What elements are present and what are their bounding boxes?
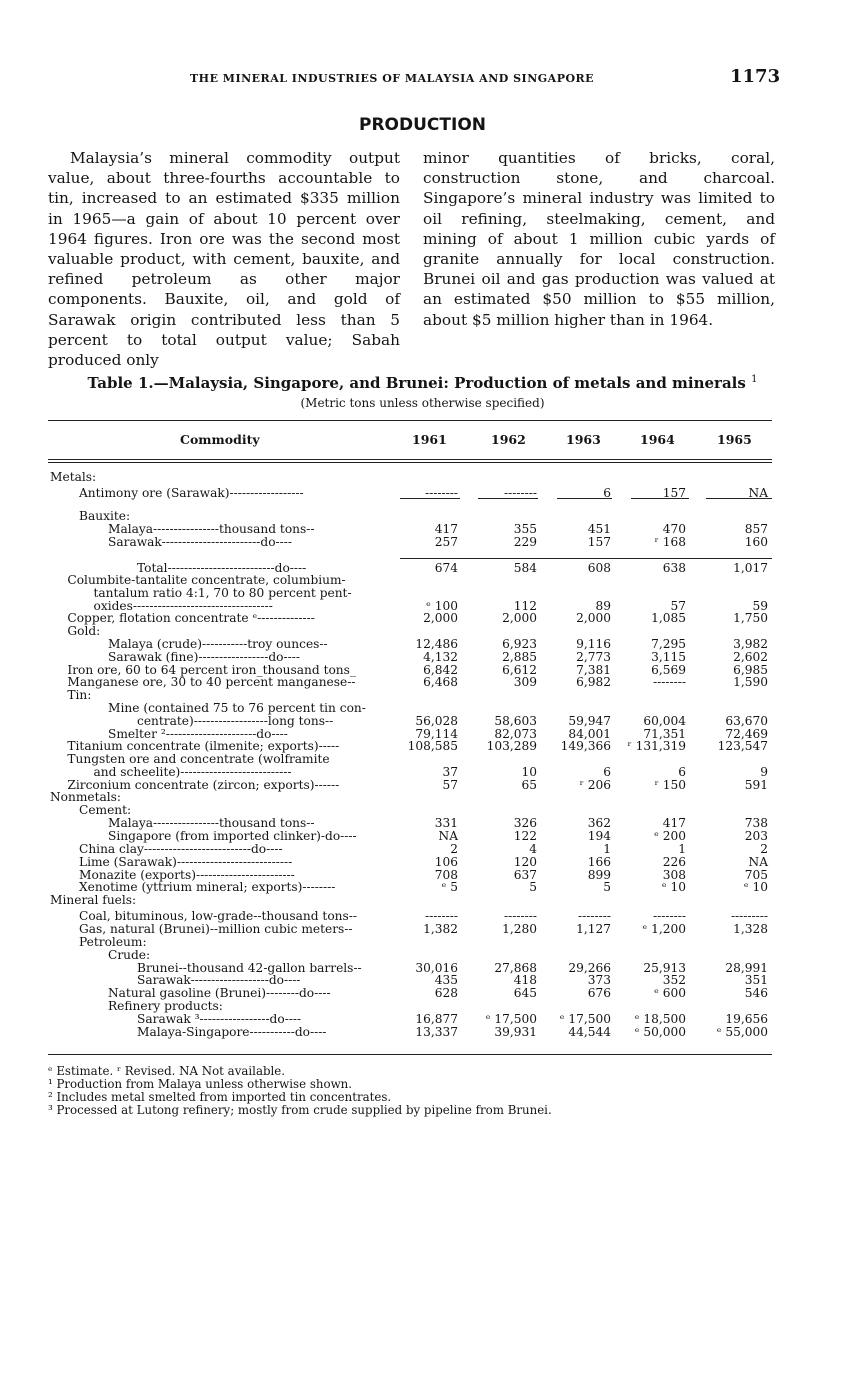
cell-1963: 157	[587, 535, 611, 549]
cell-1961: 79,114	[415, 727, 458, 741]
row-label: Sarawak (fine)-----------------do----	[108, 650, 300, 664]
cell-1964: 308	[662, 868, 686, 882]
row-label: Mine (contained 75 to 76 percent tin con-	[108, 701, 366, 715]
cell-1962: 229	[513, 535, 537, 549]
row-label: Sarawak------------------------do----	[108, 535, 293, 549]
cell-1965: 28,991	[725, 961, 768, 975]
cell-1963: 59,947	[568, 714, 611, 728]
cell-1965: 546	[744, 986, 768, 1000]
table-title-text: Table 1.—Malaysia, Singapore, and Brunei: Production of metals and minerals	[87, 374, 746, 392]
row-label: Singapore (from imported clinker)-do----	[108, 829, 357, 843]
cell-1965: 63,670	[725, 714, 768, 728]
footnote: ³ Processed at Lutong refinery; mostly from crude supplied by pipeline from Brunei.	[48, 1103, 552, 1117]
row-label: Sarawak-------------------do----	[137, 973, 301, 987]
cell-1962: 584	[513, 561, 537, 575]
cell-1962: 10	[521, 765, 537, 779]
cell-1964: ʳ 168	[654, 535, 686, 549]
cell-1963: 676	[587, 986, 611, 1000]
cell-1963: ᵉ 17,500	[559, 1012, 611, 1026]
cell-1961: 2	[450, 842, 458, 856]
cell-1964: 71,351	[643, 727, 686, 741]
cell-1962: 120	[513, 855, 537, 869]
cell-1961: 30,016	[415, 961, 458, 975]
cell-1964: 6	[678, 765, 686, 779]
cell-1964: 57	[670, 599, 686, 613]
row-label: Manganese ore, 30 to 40 percent manganese--	[67, 675, 356, 689]
cell-1962: 6,923	[502, 637, 537, 651]
row-label: Columbite-tantalite concentrate, columbium-	[67, 573, 346, 587]
cell-1962: 309	[513, 675, 537, 689]
row-label: Total--------------------------do----	[137, 561, 307, 575]
row-label: Iron ore, 60 to 64 percent iron_thousand tons_	[67, 663, 357, 677]
cell-1963: 44,544	[568, 1025, 611, 1039]
cell-1961: 12,486	[415, 637, 458, 651]
cell-1962: --------	[504, 909, 537, 923]
cell-1964: --------	[653, 909, 686, 923]
cell-1961: 257	[434, 535, 458, 549]
cell-1965: 738	[744, 816, 768, 830]
footnote: ¹ Production from Malaya unless otherwise shown.	[48, 1077, 353, 1091]
header-1965: 1965	[717, 432, 752, 447]
row-label: Malaya----------------thousand tons--	[108, 816, 315, 830]
cell-1961: 16,877	[415, 1012, 458, 1026]
cell-1961: 57	[442, 778, 458, 792]
header-1963: 1963	[566, 432, 601, 447]
row-label: Coal, bituminous, low-grade--thousand tons--	[79, 909, 357, 923]
cell-1962: --------	[504, 486, 537, 500]
table-top-rule	[48, 420, 772, 421]
cell-1965: 203	[744, 829, 768, 843]
cell-1961: 1,382	[423, 922, 458, 936]
cell-1961: 6,842	[423, 663, 458, 677]
cell-1965: 705	[744, 868, 768, 882]
cell-1962: 326	[513, 816, 537, 830]
footnote: ᵉ Estimate. ʳ Revised. NA Not available.	[48, 1064, 286, 1078]
row-label: Xenotime (yttrium mineral; exports)--------	[79, 880, 336, 894]
cell-1965: 857	[744, 522, 768, 536]
cell-1962: 58,603	[494, 714, 537, 728]
cell-1964: 7,295	[651, 637, 686, 651]
cell-1962: 1,280	[502, 922, 537, 936]
row-label: Malaya-Singapore-----------do----	[137, 1025, 327, 1039]
cell-1961: 708	[434, 868, 458, 882]
cell-1963: 1,127	[576, 922, 611, 936]
cell-1961: 331	[434, 816, 458, 830]
cell-1961: 13,337	[415, 1025, 458, 1039]
row-label: Tin:	[67, 688, 92, 702]
cell-1965: 59	[752, 599, 768, 613]
cell-1964: 60,004	[643, 714, 686, 728]
cell-1961: --------	[425, 909, 458, 923]
row-label: Brunei--thousand 42-gallon barrels--	[137, 961, 362, 975]
cell-1964: 638	[662, 561, 686, 575]
row-label: Malaya----------------thousand tons--	[108, 522, 315, 536]
cell-1965: NA	[748, 486, 768, 500]
cell-1963: 362	[587, 816, 611, 830]
cell-1964: ʳ 131,319	[627, 739, 686, 753]
cell-1964: 157	[662, 486, 686, 500]
cell-1965: 351	[744, 973, 768, 987]
cell-1961: --------	[425, 486, 458, 500]
table-title-footnote-mark: 1	[751, 374, 758, 385]
cell-1964: 470	[662, 522, 686, 536]
sum-rule	[557, 498, 612, 499]
cell-1965: 1,590	[733, 675, 768, 689]
cell-1961: 674	[434, 561, 458, 575]
cell-1964: ᵉ 200	[654, 829, 686, 843]
cell-1963: 9,116	[576, 637, 611, 651]
cell-1963: 7,381	[576, 663, 611, 677]
cell-1964: 352	[662, 973, 686, 987]
row-label: Copper, flotation concentrate ᵉ--------------	[67, 611, 315, 625]
row-label: Sarawak ³-----------------do----	[137, 1012, 302, 1026]
cell-1961: 628	[434, 986, 458, 1000]
cell-1963: 2,000	[576, 611, 611, 625]
cell-1964: 417	[662, 816, 686, 830]
cell-1962: 112	[513, 599, 537, 613]
cell-1963: 6	[603, 486, 611, 500]
table-row	[0, 676, 845, 689]
row-label: Cement:	[79, 803, 132, 817]
cell-1965: NA	[748, 855, 768, 869]
row-label: Nonmetals:	[50, 790, 122, 804]
row-label: Refinery products:	[108, 999, 223, 1013]
row-label: Bauxite:	[79, 509, 131, 523]
cell-1963: 6	[603, 765, 611, 779]
body-paragraph-left: Malaysia’s mineral commodity output value, about three-fourths accountable to tin, increased to an estimated $335 million in 1965—a gain of about 10 percent over 1964 figures. Iron ore was the second most valuable product, with cement, bauxite, and refined petroleum as other major components. Bauxite, oil, and gold of Sarawak origin contributed less than 5 percent to total output value; Sabah produced only	[48, 149, 400, 370]
row-label: Crude:	[108, 948, 151, 962]
cell-1962: 2,885	[502, 650, 537, 664]
table-row	[0, 471, 845, 484]
table-header-rule-1	[48, 459, 772, 460]
cell-1965: 591	[744, 778, 768, 792]
row-label: tantalum ratio 4:1, 70 to 80 percent pent-	[93, 586, 352, 600]
footnote: ² Includes metal smelted from imported tin concentrates.	[48, 1090, 392, 1104]
cell-1962: 6,612	[502, 663, 537, 677]
cell-1963: 1	[603, 842, 611, 856]
total-rule	[400, 558, 772, 559]
table-title	[0, 374, 845, 392]
cell-1965: 1,750	[733, 611, 768, 625]
cell-1961: 4,132	[423, 650, 458, 664]
cell-1964: 6,569	[651, 663, 686, 677]
table-subtitle: (Metric tons unless otherwise specified)	[300, 396, 545, 410]
row-label: Mineral fuels:	[50, 893, 137, 907]
cell-1965: 9	[760, 765, 768, 779]
cell-1963: 2,773	[576, 650, 611, 664]
cell-1961: 435	[434, 973, 458, 987]
cell-1963: 6,982	[576, 675, 611, 689]
cell-1961: 108,585	[407, 739, 458, 753]
row-label: oxides----------------------------------	[93, 599, 273, 613]
cell-1961: 37	[442, 765, 458, 779]
cell-1965: ᵉ 55,000	[716, 1025, 768, 1039]
cell-1962: 2,000	[502, 611, 537, 625]
cell-1962: 103,289	[486, 739, 537, 753]
row-label: and scheelite)---------------------------	[93, 765, 292, 779]
row-label: Lime (Sarawak)----------------------------	[79, 855, 293, 869]
cell-1962: 5	[529, 880, 537, 894]
cell-1965: 160	[744, 535, 768, 549]
body-paragraph-right: minor quantities of bricks, coral, construction stone, and charcoal. Singapore’s mineral industry was limited to oil refining, steelmaking, cement, and mining of about 1 million cubic yards of granite annually for local construction. Brunei oil and gas production was valued at an estimated $50 million to $55 million, about $5 million higher than in 1964.	[423, 149, 775, 329]
cell-1963: 899	[587, 868, 611, 882]
header-1961: 1961	[412, 432, 447, 447]
cell-1961: ᵉ 5	[441, 880, 458, 894]
table-bottom-rule	[48, 1054, 772, 1055]
row-label: China clay--------------------------do----	[79, 842, 283, 856]
cell-1962: 122	[513, 829, 537, 843]
row-label: Smelter ²----------------------do----	[108, 727, 288, 741]
cell-1963: 451	[587, 522, 611, 536]
row-label: Monazite (exports)------------------------	[79, 868, 295, 882]
cell-1964: 1,085	[651, 611, 686, 625]
cell-1965: ᵉ 10	[743, 880, 768, 894]
cell-1964: 3,115	[651, 650, 686, 664]
table-header-rule-2	[48, 462, 772, 463]
cell-1962: 418	[513, 973, 537, 987]
cell-1962: 645	[513, 986, 537, 1000]
row-label: Metals:	[50, 470, 97, 484]
sum-rule	[631, 498, 689, 499]
cell-1965: 123,547	[717, 739, 768, 753]
cell-1963: 608	[587, 561, 611, 575]
cell-1964: 25,913	[643, 961, 686, 975]
cell-1965: 72,469	[725, 727, 768, 741]
cell-1962: 27,868	[494, 961, 537, 975]
cell-1963: --------	[578, 909, 611, 923]
row-label: Tungsten ore and concentrate (wolframite	[67, 752, 330, 766]
table-row	[0, 894, 845, 907]
row-label: Malaya (crude)-----------troy ounces--	[108, 637, 328, 651]
cell-1961: 417	[434, 522, 458, 536]
row-label: Titanium concentrate (ilmenite; exports)-----	[67, 739, 340, 753]
cell-1965: 6,985	[733, 663, 768, 677]
cell-1963: 29,266	[568, 961, 611, 975]
cell-1964: ᵉ 1,200	[642, 922, 686, 936]
cell-1963: 373	[587, 973, 611, 987]
cell-1961: ᵉ 100	[426, 599, 458, 613]
cell-1961: 2,000	[423, 611, 458, 625]
cell-1965: 3,982	[733, 637, 768, 651]
cell-1964: --------	[653, 675, 686, 689]
row-label: Gas, natural (Brunei)--million cubic meters--	[79, 922, 353, 936]
running-head: THE MINERAL INDUSTRIES OF MALAYSIA AND SINGAPORE	[190, 72, 595, 85]
cell-1963: 194	[587, 829, 611, 843]
cell-1962: 39,931	[494, 1025, 537, 1039]
sum-rule	[400, 498, 460, 499]
row-label: centrate)------------------long tons--	[137, 714, 334, 728]
header-commodity: Commodity	[180, 432, 260, 447]
sum-rule	[478, 498, 538, 499]
cell-1965: ---------	[730, 909, 768, 923]
cell-1962: ᵉ 17,500	[485, 1012, 537, 1026]
cell-1962: 82,073	[494, 727, 537, 741]
row-label: Antimony ore (Sarawak)------------------	[79, 486, 304, 500]
cell-1962: 4	[529, 842, 537, 856]
cell-1963: 166	[587, 855, 611, 869]
cell-1964: ᵉ 10	[661, 880, 686, 894]
row-label: Natural gasoline (Brunei)--------do----	[108, 986, 331, 1000]
table-row	[0, 612, 845, 625]
cell-1965: 1,328	[733, 922, 768, 936]
cell-1965: 1,017	[733, 561, 768, 575]
cell-1965: 2,602	[733, 650, 768, 664]
cell-1963: ʳ 206	[579, 778, 611, 792]
cell-1964: ᵉ 50,000	[634, 1025, 686, 1039]
row-label: Gold:	[67, 624, 101, 638]
table-row	[0, 1026, 845, 1039]
row-label: Petroleum:	[79, 935, 147, 949]
section-title: PRODUCTION	[359, 115, 486, 135]
cell-1964: ᵉ 18,500	[634, 1012, 686, 1026]
cell-1964: ᵉ 600	[654, 986, 686, 1000]
row-label: Zirconium concentrate (zircon; exports)------	[67, 778, 340, 792]
cell-1961: 56,028	[415, 714, 458, 728]
cell-1963: 5	[603, 880, 611, 894]
header-1964: 1964	[640, 432, 675, 447]
cell-1964: 226	[662, 855, 686, 869]
page-number: 1173	[730, 66, 781, 87]
header-1962: 1962	[491, 432, 526, 447]
cell-1961: 106	[434, 855, 458, 869]
cell-1961: 6,468	[423, 675, 458, 689]
cell-1964: 1	[678, 842, 686, 856]
cell-1962: 637	[513, 868, 537, 882]
cell-1963: 149,366	[560, 739, 611, 753]
cell-1965: 19,656	[725, 1012, 768, 1026]
cell-1962: 355	[513, 522, 537, 536]
sum-rule	[706, 498, 772, 499]
cell-1963: 89	[595, 599, 611, 613]
cell-1965: 2	[760, 842, 768, 856]
cell-1961: NA	[438, 829, 458, 843]
table-row	[0, 536, 845, 549]
cell-1963: 84,001	[568, 727, 611, 741]
cell-1964: ʳ 150	[654, 778, 686, 792]
cell-1962: 65	[521, 778, 537, 792]
